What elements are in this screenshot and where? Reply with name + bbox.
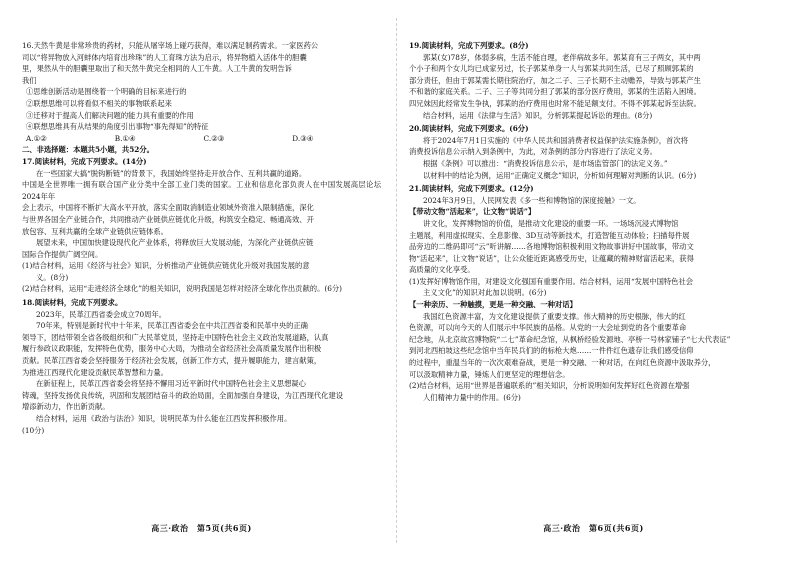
q17-para-line: 在一些国家大搞“脱钩断链”的背景下，我国始终坚持走开放合作、互利共赢的道路。	[36, 168, 307, 178]
q21-line: 2024年3月9日，人民网发表《多一些和博物馆的深度接触》一文。	[423, 195, 641, 205]
q21-head: 21.阅读材料，完成下列要求。(12分)	[409, 184, 534, 194]
q21-para-line: 的过程中，重温当年的一次次艰难奋战，更是一种交融、一种对话，在向红色资源中汲取养分，	[409, 358, 716, 368]
q21-bracket-heading: 【带动文物“活起来”，让文物“说话”】	[409, 207, 536, 217]
q17-sub1: (1)结合材料，运用《经济与社会》知识，分析推动产业链供应链优化升级对我国发展的意	[22, 261, 310, 271]
q21-para-line: 物“活起来”，让文物“说话”，让公众能近距离感受历史，让蕴藏的精神财富活起来，获得	[409, 253, 694, 263]
q18-para-line: 增添新动力，作出新贡献。	[22, 402, 110, 412]
q21-sub2: (2)结合材料，运用“世界是普遍联系的”相关知识，分析说明如何发挥好红色资源在增强	[409, 381, 690, 391]
q21-para-line: 纪念地，从北京故宫博物院“二七”革命纪念馆，从枫桥经验发源地、亭桥一号林家铺子“七大代表证”	[409, 334, 731, 344]
question-21	[409, 183, 778, 403]
q18-head: 18.阅读材料，完成下列要求。	[22, 298, 123, 308]
q21-para-line: 可以汲取精神力量，锤炼人们更坚定的理想信念。	[409, 369, 570, 379]
q17-para-line: 放包容、互利共赢的全球产业链供应链体系。	[22, 226, 168, 236]
q18-para-line: 铸魂，坚持发扬优良传统，巩固和发展团结奋斗的政治局面，全面加强自身建设，为江西现代化建设	[22, 390, 344, 400]
q21-para-line: 我国红色资源丰富，为文化建设提供了重要支撑。伟大精神的历史根脉，伟大的红	[423, 311, 686, 321]
q18-para-line: 履行参政议政职能，发挥特色优势，服务中心大局，为推动全省经济社会高质量发展作出积极	[22, 344, 322, 354]
q18-task: 结合材料，运用《政治与法治》知识，说明民革为什么能在江西发挥积极作用。	[36, 414, 292, 423]
q16-item: ①思维创新活动是围绕着一个明确的目标来进行的	[26, 87, 187, 97]
question-18	[22, 297, 381, 436]
q16-stem-line: 16.天然牛黄是非常珍贵的药材，只能从屠宰场上碰巧获得，难以满足制药需求。一家医药公	[22, 41, 319, 50]
question-16	[22, 40, 381, 144]
section-heading: 二、非选择题：本题共5小题，共52分。	[22, 145, 154, 155]
q16-stem-line: 里，果然从牛的胆囊里取出了和天然牛黄完全相同的人工牛黄。人工牛黄的发明告诉	[22, 64, 292, 74]
q20-para-line: 消费投诉信息公示纳入到条例中，为此，对条例的部分内容进行了法定义务。	[409, 147, 658, 157]
q19-task: 结合材料，运用《法律与生活》知识，分析郭某提起诉讼的理由。(8分)	[423, 110, 653, 120]
q18-para-line: 贡献。民革江西省委会坚持服务于经济社会发展，创新工作方式，提升履职能力，建言献策，	[22, 356, 322, 366]
q16-item: ④联想思维具有从结果的角度引出事物“事先得知”的特征	[26, 122, 209, 132]
q21-para-line: 色资源，可以向今天的人们展示中华民族的品格。从党的一大会址到党的各个重要革命	[409, 323, 687, 333]
q21-bracket-heading: 【一种亲历、一种触摸，更是一种交融、一种对话】	[409, 300, 577, 310]
q21-para-line: 到河北西柏坡这些纪念馆中当年民兵们的的标枪大炮……一件件红色遗存让我们感受信仰	[409, 346, 694, 356]
q16-item: ②联想思维可以将看似不相关的事物联系起来	[26, 98, 172, 108]
q18-para-line: 领导下，团结带领全省各级组织和广大民革党员，坚持走中国特色社会主义政治发展道路，认真	[22, 332, 329, 342]
q21-sub1: 主义文化”的知识对此加以说明。(6分)	[423, 288, 547, 298]
q16-options	[22, 133, 381, 145]
q21-sub2: 人们精神力量中的作用。(6分)	[423, 392, 521, 402]
q17-para-line: 国际合作提供广阔空间。	[22, 249, 103, 259]
q18-para-line: 70年来，特别是新时代中十年来，民革江西省委会在中共江西省委和民革中央的正确	[36, 321, 308, 331]
q17-head: 17.阅读材料，完成下列要求。(14分)	[22, 156, 147, 166]
q19-para-line: 部分责任，但由于郭某需长期住院治疗，加之二子、三子长期不主动赡养，导致与郭某产生	[409, 75, 701, 85]
q21-para-line: 讲文化，发挥博物馆的价值，是推动文化建设的重要一环。一场场沉浸式博物馆	[423, 218, 679, 228]
q20-task: 以材料中的结论为例，运用“正确定义概念”知识，分析如何理解对判断的认识。(6分)	[423, 170, 697, 180]
option-a: A.①②	[26, 133, 47, 143]
q19-head: 19.阅读材料，完成下列要求。(8分)	[409, 41, 529, 50]
q21-para-line: 高质量的文化享受。	[409, 265, 475, 275]
option-b: B.①④	[114, 133, 136, 143]
q18-line: 2023年，民革江西省委会成立70周年。	[36, 309, 167, 319]
page-6	[397, 0, 794, 561]
q17-para-line: 展望未来，中国加快建设现代化产业体系，将释放巨大发展动能，为深化产业链供应链	[36, 238, 314, 248]
q17-sub1: 义。(8分)	[36, 272, 69, 282]
q18-para-line: 为推进江西现代化建设贡献民革智慧和力量。	[22, 367, 168, 377]
q21-para-line: 品旁边的二维码即可“云”听讲解……各地博物馆积极利用文物故事讲好中国故事，带动文	[409, 242, 694, 252]
q19-para-line: 个小子和两个女儿均已成家另过，长子郭某单身一人与郭某共同生活，已尽了照顾郭某的	[409, 64, 694, 74]
q18-task: (10分)	[22, 425, 45, 435]
q20-para-line: 将于2024年7月1日实施的《中华人民共和国消费者权益保护法实施条例》，首次将	[423, 135, 688, 145]
q19-para-line: 不和谐的家庭关系。二子、三子等共同分担了郭某的部分医疗费用，郭某的生活陷入困境。	[409, 87, 701, 97]
q20-para-line: 根据《条例》可以推出：“消费投诉信息公示，是市场监管部门的法定义务。”	[423, 158, 668, 168]
q19-para-line: 郭某(女)78岁，体弱多病，生活不能自理，老伴病故多年。郭某育有三子两女，其中两	[423, 52, 701, 62]
q17-para-line: 中国是全世界唯一拥有联合国产业分类中全部工业门类的国家。工业和信息化部负责人在中国发展高层论坛2024年年	[22, 180, 381, 201]
page-footer: 高三·政治 第5页(共6页)	[151, 523, 252, 533]
option-c: C.②③	[203, 133, 225, 143]
q19-para-line: 四兄妹因此经常发生争执，郭某的治疗费用也时常不能足额支付。不得不郭某起诉至法院。	[409, 98, 701, 108]
question-20	[409, 123, 778, 181]
q21-para-line: 主题展，利用虚拟现实、全息影像、3D互动等新技术，打造智能互动体验；扫描每件展	[409, 230, 690, 240]
page-footer: 高三·政治 第6页(共6页)	[543, 523, 644, 533]
q17-para-line: 与世界各国全产业链合作，共同推动产业链供应链优化升级，构筑安全稳定、畅通高效、开	[22, 214, 314, 224]
question-17	[22, 156, 381, 295]
q16-stem-line: 我们	[22, 75, 37, 85]
option-d: D.③④	[292, 133, 314, 143]
q18-para-line: 在新征程上，民革江西省委会将坚持不懈用习近平新时代中国特色社会主义思想凝心	[36, 379, 306, 389]
q21-sub1: (1)发挥好博物馆作用，对建设文化强国有重要作用。结合材料，运用“发展中国特色社会	[409, 276, 694, 286]
q20-head: 20.阅读材料，完成下列要求。(6分)	[409, 124, 529, 134]
q17-para-line: 会上表示，中国将不断扩大高水平开放，落实全面取消制造业领域外资准入限制措施，深化	[22, 203, 314, 213]
q17-sub2: (2)结合材料，运用“走进经济全球化”的相关知识，说明我国是怎样对经济全球化作出贡献的。(6分)	[22, 284, 343, 294]
question-19	[409, 40, 778, 121]
q16-item: ③迁移对于提高人们解决问题的能力具有重要的作用	[26, 110, 194, 120]
q16-stem-line: 司以“将异物放入河蚌体内培育出珍珠”的人工育珠方法为启示，将异物植入活体牛的胆囊	[22, 52, 307, 62]
